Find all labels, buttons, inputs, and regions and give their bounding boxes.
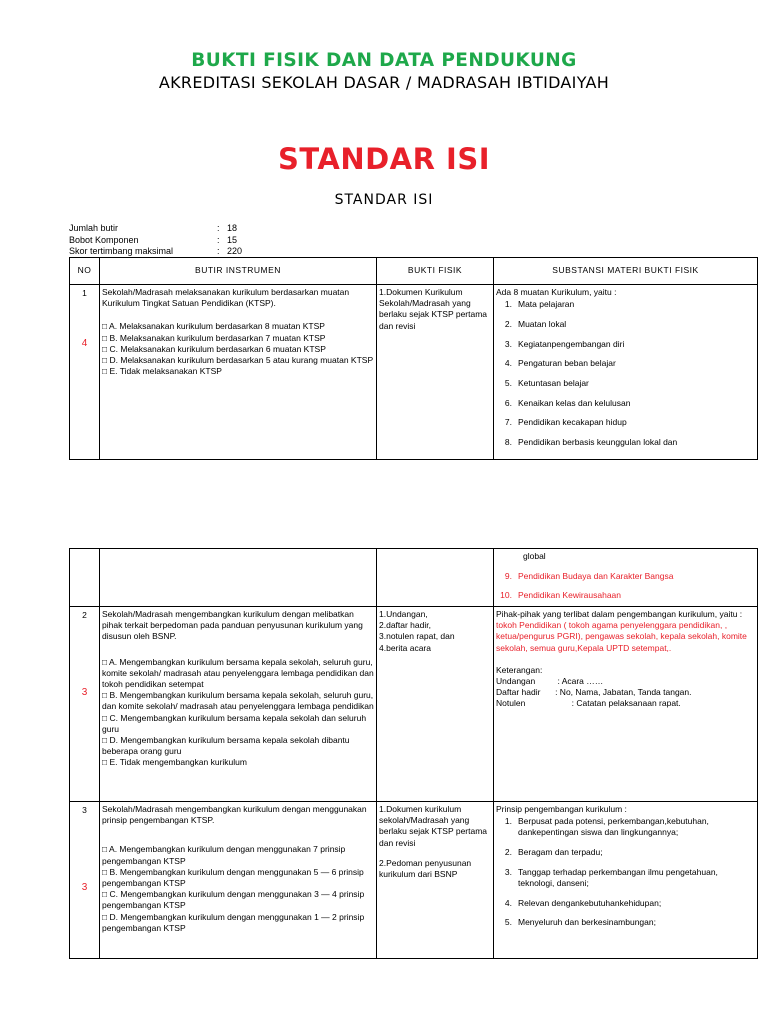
meta-value: 18	[227, 223, 238, 233]
meta-colon: :	[217, 223, 220, 233]
question-text: Sekolah/Madrasah melaksanakan kurikulum berdasarkan muatan Kurikulum Tingkat Satuan Pendidikan (KTSP).	[102, 287, 350, 309]
option-c: □ C. Mengembangkan kurikulum bersama kepala sekolah dan seluruh guru	[102, 712, 367, 734]
meta-value: 15	[227, 234, 238, 245]
option-e: □ E. Tidak mengembangkan kurikulum	[102, 757, 247, 768]
document-subtitle: AKREDITASI SEKOLAH DASAR / MADRASAH IBTIDAIYAH	[158, 73, 610, 92]
substansi-cell	[494, 607, 758, 802]
table-row	[70, 802, 758, 959]
meta-row	[69, 235, 242, 247]
option-e: □ E. Tidak melaksanakan KTSP	[102, 366, 222, 377]
substansi-intro	[496, 609, 755, 654]
list-item	[496, 319, 755, 330]
section-subtitle: STANDAR ISI	[334, 192, 434, 208]
list-number: 3.	[504, 338, 512, 349]
list-number: 2.	[504, 318, 512, 329]
keterangan-label: Daftar hadir	[496, 687, 541, 698]
list-number: 3.	[504, 866, 512, 877]
option-c: □ C. Melaksanakan kurikulum berdasarkan 6 muatan KTSP	[102, 343, 326, 354]
header-no: NO	[70, 258, 100, 285]
option-b: □ B. Melaksanakan kurikulum berdasarkan 7 muatan KTSP	[102, 332, 326, 343]
butir-cell	[100, 802, 377, 959]
list-number: 1.	[504, 299, 512, 310]
item-number: 1	[82, 288, 87, 298]
table-row	[70, 549, 758, 607]
list-number: 9.	[504, 570, 512, 581]
list-number: 2.	[504, 847, 512, 858]
bukti-line: 1.Dokumen kurikulum sekolah/Madrasah yang berlaku sejak KTSP pertama dan revisi	[379, 804, 488, 848]
option-b: □ B. Mengembangkan kurikulum dengan menggunakan 5 — 6 prinsip pengembangan KTSP	[102, 866, 364, 889]
substansi-intro: Prinsip pengembangan kurikulum :	[496, 804, 627, 814]
table-header-row	[70, 258, 758, 285]
list-number: 4.	[504, 897, 512, 908]
list-text: Kegiatanpengembangan diri	[518, 338, 625, 349]
list-item	[496, 437, 755, 448]
item-number-cell	[70, 607, 100, 802]
option-d: □ D. Mengembangkan kurikulum dengan menggunakan 1 — 2 prinsip pengembangan KTSP	[102, 911, 365, 933]
keterangan-value: : Catatan pelaksanaan rapat.	[548, 698, 681, 709]
list-item	[496, 398, 755, 409]
list-text: Berpusat pada potensi, perkembangan,kebutuhan, dankepentingan siswa dan lingkungannya;	[518, 816, 709, 838]
header-bukti: BUKTI FISIK	[377, 258, 494, 285]
substansi-cell	[494, 285, 758, 460]
item-number: 2	[82, 610, 87, 620]
list-text: Muatan lokal	[518, 318, 567, 329]
option-d: □ D. Melaksanakan kurikulum berdasarkan 5 atau kurang muatan KTSP	[102, 355, 374, 366]
list-item	[496, 590, 755, 601]
bukti-cell	[377, 549, 494, 607]
bukti-line: 4.berita acara	[379, 642, 431, 653]
option-c: □ C. Mengembangkan kurikulum dengan menggunakan 3 — 4 prinsip pengembangan KTSP	[102, 889, 365, 911]
butir-cell	[100, 607, 377, 802]
keterangan-row	[496, 698, 755, 709]
keterangan-value: : No, Nama, Jabatan, Tanda tangan.	[548, 687, 692, 698]
meta-row	[69, 246, 242, 258]
option-b: □ B. Mengembangkan kurikulum bersama kepala sekolah, seluruh guru, dan komite sekolah/ madrasah atau penyelenggara lembaga pendidikan	[102, 690, 374, 712]
item-score: 3	[81, 687, 88, 698]
continued-text: global	[523, 551, 546, 561]
meta-info	[69, 223, 242, 258]
bukti-line: 2.Pedoman penyusunan kurikulum dari BSNP	[379, 857, 472, 880]
list-text: Pendidikan kecakapan hidup	[518, 417, 627, 428]
table-row	[70, 607, 758, 802]
list-item	[496, 417, 755, 428]
option-d: □ D. Mengembangkan kurikulum bersama kepala sekolah dibantu beberapa orang guru	[102, 735, 350, 757]
list-item	[496, 898, 755, 909]
option-a-cont: pengembangan KTSP	[102, 855, 186, 866]
substansi-cell	[494, 802, 758, 959]
list-item	[496, 378, 755, 389]
bukti-line: 2.daftar hadir,	[379, 620, 431, 631]
option-a: □ A. Mengembangkan kurikulum dengan menggunakan 7 prinsip	[102, 844, 346, 855]
keterangan-label: Undangan	[496, 676, 536, 687]
list-item	[496, 816, 755, 838]
list-number: 6.	[504, 397, 512, 408]
item-number-cell	[70, 802, 100, 959]
option-a: □ A. Melaksanakan kurikulum berdasarkan 8 muatan KTSP	[102, 321, 325, 332]
substansi-list	[496, 299, 755, 448]
list-text: Pendidikan Budaya dan Karakter Bangsa	[518, 570, 674, 581]
item-number: 3	[82, 805, 87, 815]
item-number-cell	[70, 549, 100, 607]
list-item	[496, 917, 755, 928]
item-score: 4	[81, 338, 88, 349]
instrument-table-page1	[69, 257, 758, 460]
list-text: Ketuntasan belajar	[518, 378, 589, 389]
list-text: Pendidikan berbasis keunggulan lokal dan	[518, 437, 678, 448]
instrument-table-page2	[69, 548, 758, 959]
table-row	[70, 285, 758, 460]
list-number: 7.	[504, 417, 512, 428]
substansi-list	[496, 816, 755, 928]
list-number: 5.	[504, 917, 512, 928]
header-substansi: SUBSTANSI MATERI BUKTI FISIK	[494, 258, 758, 285]
list-item	[496, 299, 755, 310]
list-text: Beragam dan terpadu;	[518, 847, 603, 858]
list-number: 4.	[504, 358, 512, 369]
question-text: Sekolah/Madrasah mengembangkan kurikulum dengan menggunakan prinsip pengembangan KTSP.	[102, 804, 367, 826]
substansi-cell	[494, 549, 758, 607]
bukti-line: 1.Undangan,	[379, 609, 428, 619]
bukti-line: 3.notulen rapat, dan	[379, 631, 455, 642]
meta-value: 220	[227, 246, 243, 256]
keterangan-row	[496, 676, 755, 687]
keterangan-value: : Acara ……	[548, 676, 604, 687]
list-item	[496, 867, 755, 889]
meta-label: Skor tertimbang maksimal	[69, 246, 174, 256]
item-number-cell	[70, 285, 100, 460]
list-text: Relevan dengankebutuhankehidupan;	[518, 897, 662, 908]
item-score: 3	[81, 882, 88, 893]
keterangan-row	[496, 687, 755, 698]
bukti-cell	[377, 802, 494, 959]
list-item	[496, 847, 755, 858]
list-item	[496, 339, 755, 350]
bukti-line: 1.Dokumen Kurikulum Sekolah/Madrasah yang berlaku sejak KTSP pertama dan revisi	[379, 287, 488, 331]
meta-row	[69, 223, 242, 235]
list-number: 5.	[504, 378, 512, 389]
substansi-list	[496, 571, 755, 602]
meta-colon: :	[217, 234, 220, 245]
bukti-cell	[377, 285, 494, 460]
meta-label: Jumlah butir	[69, 223, 119, 233]
butir-cell	[100, 285, 377, 460]
substansi-highlight: tokoh Pendidikan ( tokoh agama penyelenggara pendidikan, , ketua/pengurus PGRI), pengawas sekolah, kepala sekolah, komite sekolah, semua guru,Kepala UPTD setempat,.	[496, 620, 747, 653]
list-number: 8.	[504, 437, 512, 448]
list-text: Kenaikan kelas dan kelulusan	[518, 397, 631, 408]
list-text: Menyeluruh dan berkesinambungan;	[518, 917, 656, 928]
meta-colon: :	[217, 246, 220, 256]
list-number: 1.	[504, 816, 512, 827]
list-text: Tanggap terhadap perkembangan ilmu pengetahuan, teknologi, danseni;	[518, 866, 718, 889]
list-text: Pengaturan beban belajar	[518, 358, 616, 369]
document-title: BUKTI FISIK DAN DATA PENDUKUNG	[191, 50, 577, 71]
list-item	[496, 571, 755, 582]
keterangan-title: Keterangan:	[496, 664, 543, 675]
header-butir: BUTIR INSTRUMEN	[100, 258, 377, 285]
list-item	[496, 358, 755, 369]
meta-label: Bobot Komponen	[69, 234, 139, 245]
list-number: 10.	[500, 590, 512, 601]
substansi-intro: Ada 8 muatan Kurikulum, yaitu :	[496, 287, 617, 297]
bukti-cell	[377, 607, 494, 802]
question-text: Sekolah/Madrasah mengembangkan kurikulum dengan melibatkan pihak terkait berpedoman pada panduan penyusunan kurikulum yang disusun oleh BSNP.	[102, 609, 363, 642]
list-text: Mata pelajaran	[518, 299, 575, 310]
butir-cell	[100, 549, 377, 607]
substansi-intro-text: Pihak-pihak yang terlibat dalam pengembangan kurikulum, yaitu :	[496, 609, 743, 619]
option-a: □ A. Mengembangkan kurikulum bersama kepala sekolah, seluruh guru, komite sekolah/ madrasah atau penyelenggara lembaga pendidikan dan tokoh pendidikan setempat	[102, 656, 374, 690]
section-title: STANDAR ISI	[277, 142, 491, 176]
list-text: Pendidikan Kewirausahaan	[518, 590, 622, 601]
keterangan-label: Notulen	[496, 698, 526, 709]
